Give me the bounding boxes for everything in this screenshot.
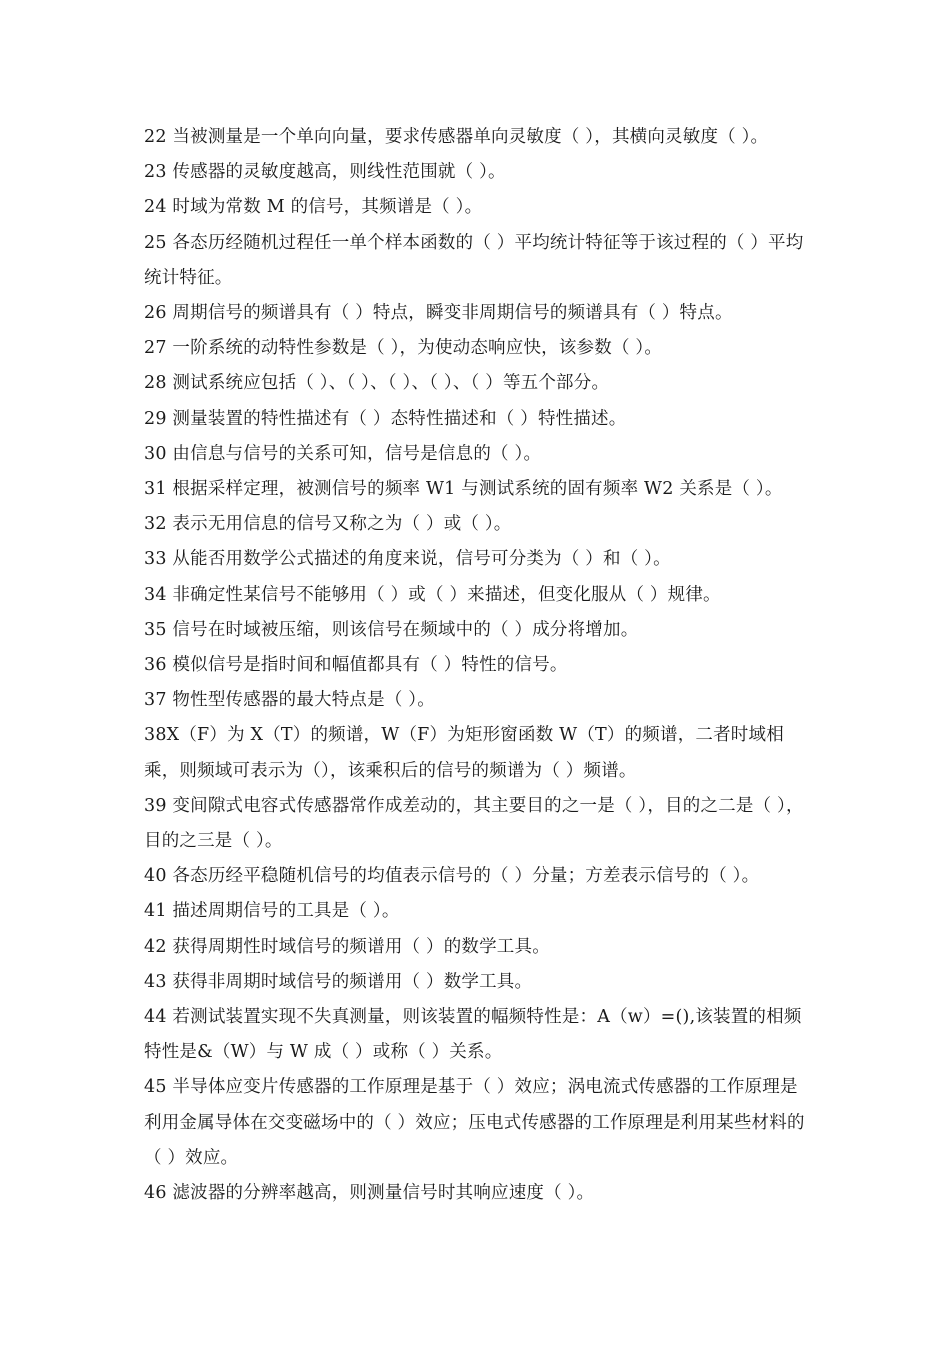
question-33: 33 从能否用数学公式描述的角度来说，信号可分类为（ ）和（ ）。 [144, 549, 671, 570]
question-37: 37 物性型传感器的最大特点是（ ）。 [144, 690, 435, 711]
question-39: 39 变间隙式电容式传感器常作成差动的，其主要目的之一是（ ），目的之二是（ ），目的之三是（ ）。 [144, 795, 804, 852]
question-44: 44 若测试装置实现不失真测量，则该装置的幅频特性是：A（w）=(),该装置的相频特性是&（W）与 W 成（ ）或称（ ）关系。 [144, 1007, 802, 1063]
question-34: 34 非确定性某信号不能够用（ ）或（ ）来描述，但变化服从（ ）规律。 [144, 584, 721, 605]
question-26: 26 周期信号的频谱具有（ ）特点，瞬变非周期信号的频谱具有（ ）特点。 [144, 303, 733, 324]
question-29: 29 测量装置的特性描述有（ ）态特性描述和（ ）特性描述。 [144, 408, 627, 429]
question-41: 41 描述周期信号的工具是（ ）。 [144, 901, 400, 922]
question-36: 36 模似信号是指时间和幅值都具有（ ）特性的信号。 [144, 655, 568, 676]
question-list [144, 120, 812, 1211]
question-46: 46 滤波器的分辨率越高，则测量信号时其响应速度（ ）。 [144, 1183, 595, 1204]
question-28: 28 测试系统应包括（ ）、（ ）、（ ）、（ ）、（ ）等五个部分。 [144, 373, 610, 394]
question-23: 23 传感器的灵敏度越高，则线性范围就（ ）。 [144, 162, 506, 183]
question-32: 32 表示无用信息的信号又称之为（ ）或（ ）。 [144, 514, 512, 535]
question-35: 35 信号在时域被压缩，则该信号在频域中的（ ）成分将增加。 [144, 619, 639, 640]
question-25: 25 各态历经随机过程任一单个样本函数的（ ）平均统计特征等于该过程的（ ）平均统计特征。 [144, 232, 804, 288]
question-27: 27 一阶系统的动特性参数是（ ），为使动态响应快，该参数（ ）。 [144, 338, 663, 359]
question-43: 43 获得非周期时域信号的频谱用（ ）数学工具。 [144, 971, 533, 992]
question-31: 31 根据采样定理，被测信号的频率 W1 与测试系统的固有频率 W2 关系是（ ）。 [144, 479, 783, 500]
question-38: 38X（F）为 X（T）的频谱，W（F）为矩形窗函数 W（T）的频谱，二者时域相乘，则频域可表示为（），该乘积后的信号的频谱为（ ）频谱。 [144, 725, 784, 781]
question-22: 22 当被测量是一个单向向量，要求传感器单向灵敏度（ ），其横向灵敏度（ ）。 [144, 127, 769, 147]
question-42: 42 获得周期性时域信号的频谱用（ ）的数学工具。 [144, 936, 550, 957]
question-24: 24 时域为常数 M 的信号，其频谱是（ ）。 [144, 197, 483, 218]
question-30: 30 由信息与信号的关系可知，信号是信息的（ ）。 [144, 443, 542, 464]
question-40: 40 各态历经平稳随机信号的均值表示信号的（ ）分量；方差表示信号的（ ）。 [144, 866, 760, 887]
question-45: 45 半导体应变片传感器的工作原理是基于（ ）效应；涡电流式传感器的工作原理是利用金属导体在交变磁场中的（ ）效应；压电式传感器的工作原理是利用某些材料的（ ）效应。 [144, 1077, 805, 1168]
